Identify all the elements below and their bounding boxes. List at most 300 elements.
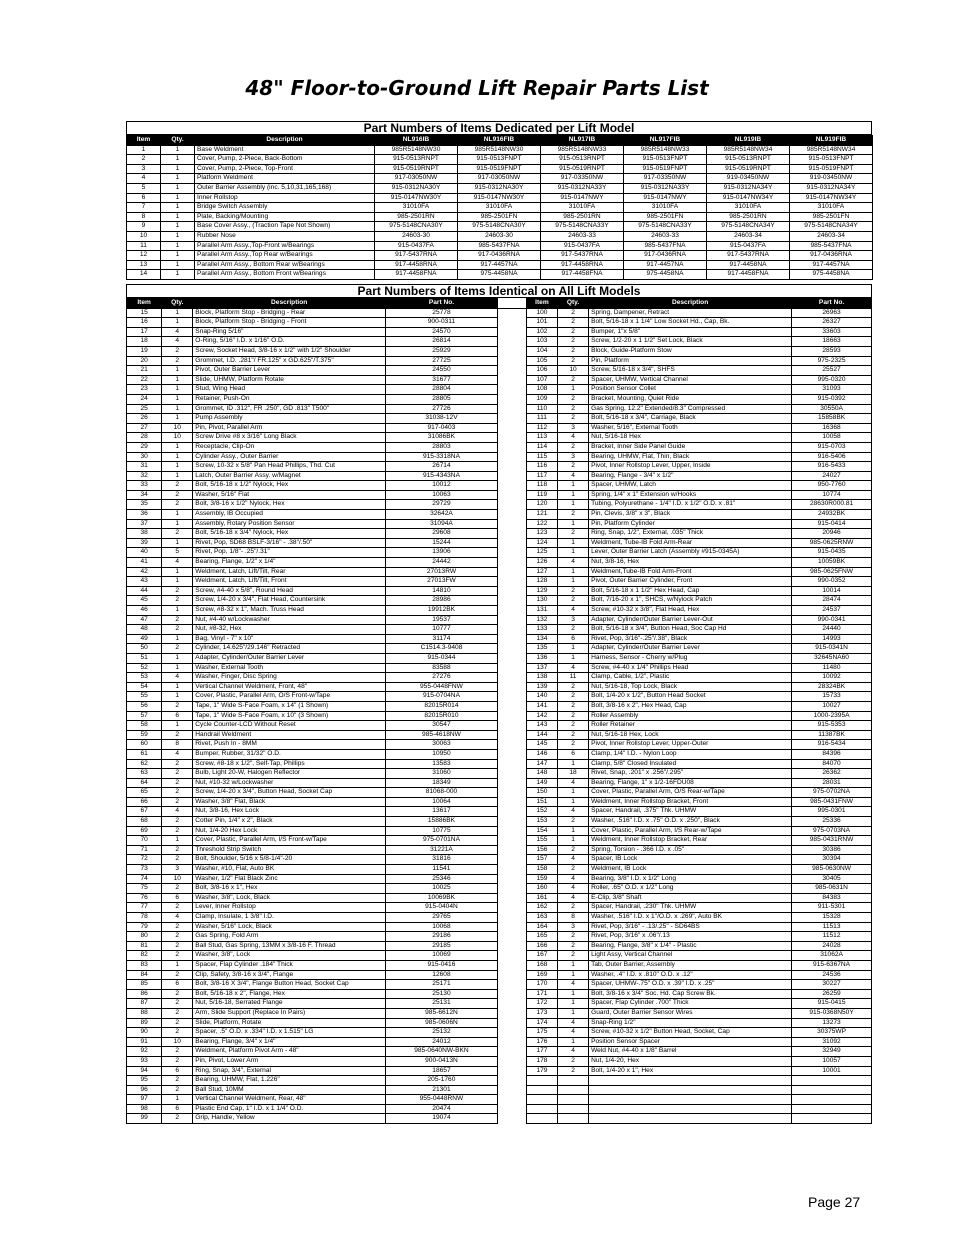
- table-row: [127, 692, 872, 702]
- table-cell: 14: [127, 270, 161, 280]
- table-cell: 8: [162, 740, 193, 750]
- empty-cell: [792, 1104, 872, 1114]
- table-row: [127, 749, 872, 759]
- table-cell: 1: [557, 519, 588, 529]
- empty-cell: [557, 1104, 588, 1114]
- table-cell: 143: [526, 721, 557, 731]
- table-cell: 26: [127, 414, 162, 424]
- column-header: NL919FIB: [790, 136, 873, 146]
- table-cell: 915-0147NW30Y: [375, 193, 458, 203]
- table-cell: 975-4458NA: [624, 270, 707, 280]
- table-cell: 2: [162, 922, 193, 932]
- table-cell: 915-0312NA30Y: [458, 183, 541, 193]
- table-cell: 167: [526, 951, 557, 961]
- table-cell: 915-0147NW34Y: [707, 193, 790, 203]
- column-gap: [497, 490, 526, 500]
- column-gap: [497, 980, 526, 990]
- table-cell: 1: [557, 500, 588, 510]
- table-cell: Washer, 5/16", External Tooth: [589, 423, 792, 433]
- table-cell: 6: [162, 1066, 193, 1076]
- table-cell: 915-0437FA: [707, 241, 790, 251]
- table-cell: 172: [526, 999, 557, 1009]
- table-row: [127, 193, 873, 203]
- table-cell: 101: [526, 318, 557, 328]
- table-cell: 140: [526, 692, 557, 702]
- table-cell: 1: [557, 759, 588, 769]
- table-row: [127, 615, 872, 625]
- table-cell: Gas Spring, 12.2" Extended/8.3" Compressed: [589, 404, 792, 414]
- table-cell: 2: [162, 481, 193, 491]
- table-row: [127, 327, 872, 337]
- column-gap: [497, 500, 526, 510]
- table-row: [127, 1104, 872, 1114]
- column-gap: [497, 404, 526, 414]
- table-cell: Roller Retainer: [589, 721, 792, 731]
- table-cell: 915-4343NA: [386, 471, 498, 481]
- table-cell: Pin, Clevis, 3/8" x 3", Black: [589, 510, 792, 520]
- table-cell: Receptacle, Clip-On: [193, 442, 386, 452]
- table-cell: Washer, .516" I.D. x .75" O.D. x .250", Black: [589, 817, 792, 827]
- column-gap: [497, 394, 526, 404]
- table-row: [127, 1028, 872, 1038]
- table-cell: 2: [162, 1114, 193, 1124]
- table-cell: 169: [526, 970, 557, 980]
- table-cell: 915-0312NA34Y: [707, 183, 790, 193]
- table-row: [127, 500, 872, 510]
- table-cell: 24603-30: [375, 231, 458, 241]
- table-cell: 985-5437FNA: [790, 241, 873, 251]
- table-cell: 44: [127, 586, 162, 596]
- table-cell: 917-03050NW: [458, 174, 541, 184]
- table-cell: Bearing, Flange - 3/4" x 1/2": [589, 471, 792, 481]
- table-cell: 159: [526, 874, 557, 884]
- table-cell: 129: [526, 586, 557, 596]
- table-cell: 10058: [792, 433, 872, 443]
- column-gap: [497, 711, 526, 721]
- table-cell: Bolt, 1/4-20 x 1/2", Button Head Socket: [589, 692, 792, 702]
- table-cell: 985-2501RN: [375, 212, 458, 222]
- table-row: [127, 203, 873, 213]
- table-cell: 28593: [792, 346, 872, 356]
- table-cell: Bracket, Mounting, Quiet Ride: [589, 394, 792, 404]
- table-cell: 60: [127, 740, 162, 750]
- table-cell: Tab, Outer Barrier, Assembly: [589, 960, 792, 970]
- table-cell: 28: [127, 433, 162, 443]
- empty-cell: [589, 1104, 792, 1114]
- table-cell: Bulb, Light 20-W, Halogen Reflector: [193, 769, 386, 779]
- table-cell: 30547: [386, 721, 498, 731]
- table-cell: 2: [557, 442, 588, 452]
- table-cell: 995-0320: [792, 375, 872, 385]
- table-cell: 84396: [792, 749, 872, 759]
- table-cell: 4: [162, 673, 193, 683]
- identical-section-title: Part Numbers of Items Identical on All Lift Models: [357, 284, 641, 298]
- empty-cell: [589, 1085, 792, 1095]
- table-cell: Nut, 3/8-16, Hex Lock: [193, 807, 386, 817]
- table-cell: 915-3318NA: [386, 452, 498, 462]
- table-cell: 2: [557, 404, 588, 414]
- table-cell: 13583: [386, 759, 498, 769]
- table-cell: 985R5148NW33: [541, 145, 624, 155]
- table-cell: 10064: [386, 797, 498, 807]
- column-gap: [497, 788, 526, 798]
- column-gap: [497, 462, 526, 472]
- table-cell: Spacer, UHMW, Vertical Channel: [589, 375, 792, 385]
- table-cell: 985-2501FN: [458, 212, 541, 222]
- table-cell: 24603-30: [458, 231, 541, 241]
- table-cell: 955-0448RNW: [386, 1095, 498, 1105]
- table-cell: 126: [526, 558, 557, 568]
- table-cell: 171: [526, 989, 557, 999]
- table-cell: 56: [127, 701, 162, 711]
- table-cell: 24603-33: [541, 231, 624, 241]
- table-cell: 24550: [386, 366, 498, 376]
- table-cell: 1: [557, 826, 588, 836]
- table-cell: 4: [557, 980, 588, 990]
- table-cell: 2: [162, 1018, 193, 1028]
- table-cell: Bolt, 5/16-18 x 2", Flange, Hex: [193, 989, 386, 999]
- column-gap: [497, 375, 526, 385]
- table-cell: 110: [526, 404, 557, 414]
- table-cell: Clamp, Insulate, 1 3/8" I.D.: [193, 913, 386, 923]
- table-cell: Parallel Arm Assy.,Top-Front w/Bearings: [195, 241, 375, 251]
- table-cell: 2: [557, 625, 588, 635]
- table-row: [127, 874, 872, 884]
- table-cell: 915-0519FNPT: [624, 164, 707, 174]
- table-cell: 71: [127, 845, 162, 855]
- table-cell: 24603-34: [707, 231, 790, 241]
- table-cell: Bolt, 3/8-16 x 1", Hex: [193, 884, 386, 894]
- table-row: [127, 375, 872, 385]
- table-cell: 18657: [386, 1066, 498, 1076]
- table-cell: 4: [162, 807, 193, 817]
- table-cell: 2: [162, 596, 193, 606]
- table-cell: 21: [127, 366, 162, 376]
- table-cell: 2: [162, 529, 193, 539]
- table-row: [127, 778, 872, 788]
- table-row: [127, 1114, 872, 1124]
- table-cell: Weld Nut, #4-40 x 1/8" Barrel: [589, 1047, 792, 1057]
- table-cell: Adapter, Cylinder/Outer Barrier Lever: [589, 644, 792, 654]
- table-cell: 11513: [792, 922, 872, 932]
- table-cell: 917-4457NA: [458, 260, 541, 270]
- table-cell: 975-5148CNA30Y: [458, 222, 541, 232]
- table-cell: 48: [127, 625, 162, 635]
- table-cell: 915-0368N50Y: [792, 1008, 872, 1018]
- table-cell: 154: [526, 826, 557, 836]
- table-cell: 915-0414: [792, 519, 872, 529]
- column-gap: [497, 1076, 526, 1086]
- table-cell: 168: [526, 960, 557, 970]
- table-cell: 917-0436RNA: [790, 251, 873, 261]
- table-cell: 25929: [386, 346, 498, 356]
- table-cell: Bolt, 3/8-16 x 1/2" Nylock, Hex: [193, 500, 386, 510]
- table-row: [127, 836, 872, 846]
- table-cell: Bolt, 1/4-20 x 1", Hex: [589, 1066, 792, 1076]
- table-cell: Pin, Pivot, Parallel Arm: [193, 423, 386, 433]
- table-cell: 11: [557, 673, 588, 683]
- table-cell: 2: [162, 797, 193, 807]
- table-cell: Washer, 3/8", Lock, Black: [193, 893, 386, 903]
- table-cell: 26814: [386, 337, 498, 347]
- table-cell: 153: [526, 817, 557, 827]
- table-cell: 157: [526, 855, 557, 865]
- table-row: [127, 385, 872, 395]
- column-gap: [497, 452, 526, 462]
- column-gap: [497, 913, 526, 923]
- table-cell: 8: [557, 913, 588, 923]
- table-cell: Cover, Plastic, Parallel Arm, I/S Front-w/Tape: [193, 836, 386, 846]
- table-cell: 4: [162, 913, 193, 923]
- table-row: [127, 308, 872, 318]
- table-cell: 24932BK: [792, 510, 872, 520]
- table-cell: 915-0147NW34Y: [790, 193, 873, 203]
- table-cell: 917-03350NW: [624, 174, 707, 184]
- table-cell: 10: [162, 874, 193, 884]
- table-cell: 141: [526, 701, 557, 711]
- column-gap: [497, 663, 526, 673]
- table-cell: 1: [161, 270, 195, 280]
- column-gap: [497, 1066, 526, 1076]
- table-row: [127, 740, 872, 750]
- table-row: [127, 174, 873, 184]
- table-cell: 2: [557, 308, 588, 318]
- table-cell: 1: [162, 606, 193, 616]
- table-cell: 42: [127, 567, 162, 577]
- table-cell: 4: [557, 471, 588, 481]
- table-cell: 1: [557, 538, 588, 548]
- table-cell: Bearing, UHMW, Flat, 1.226": [193, 1076, 386, 1086]
- table-cell: 20: [127, 356, 162, 366]
- table-cell: Bolt, 5/16-18 x 3/4" Nylock, Hex: [193, 529, 386, 539]
- table-cell: 94: [127, 1066, 162, 1076]
- table-cell: 1: [161, 155, 195, 165]
- table-cell: Washer, #10, Flat, Auto BK: [193, 865, 386, 875]
- table-cell: 31094A: [386, 519, 498, 529]
- table-cell: 1: [557, 481, 588, 491]
- table-cell: 31010FA: [624, 203, 707, 213]
- table-cell: 2: [162, 759, 193, 769]
- table-cell: E-Clip, 3/8" Shaft: [589, 893, 792, 903]
- table-cell: Ball Stud, 10MM: [193, 1085, 386, 1095]
- table-cell: 917-5437RNA: [541, 251, 624, 261]
- table-cell: 990-0352: [792, 577, 872, 587]
- table-cell: 2: [162, 932, 193, 942]
- table-cell: 1: [557, 1008, 588, 1018]
- table-cell: 50: [127, 644, 162, 654]
- table-cell: 164: [526, 922, 557, 932]
- column-gap: [497, 759, 526, 769]
- table-cell: 13273: [792, 1018, 872, 1028]
- table-cell: 2: [162, 346, 193, 356]
- table-cell: 1: [161, 164, 195, 174]
- table-row: [127, 596, 872, 606]
- column-gap: [497, 922, 526, 932]
- table-cell: 1: [162, 414, 193, 424]
- table-cell: 75: [127, 884, 162, 894]
- table-cell: 1: [557, 548, 588, 558]
- table-cell: 89: [127, 1018, 162, 1028]
- table-row: [127, 653, 872, 663]
- table-cell: 985-6612N: [386, 1008, 498, 1018]
- table-cell: 10014: [792, 586, 872, 596]
- table-cell: Grommet, ID .312", FR .250", GD .813" T500": [193, 404, 386, 414]
- table-cell: 2: [162, 817, 193, 827]
- table-row: [127, 606, 872, 616]
- table-cell: Vertical Channel Weldment, Front, 48": [193, 682, 386, 692]
- table-cell: 31060: [386, 769, 498, 779]
- table-cell: 177: [526, 1047, 557, 1057]
- table-cell: 127: [526, 567, 557, 577]
- table-cell: Lever, Outer Barrier Latch (Assembly #915-0345A): [589, 548, 792, 558]
- table-cell: 96: [127, 1085, 162, 1095]
- column-gap: [497, 1085, 526, 1095]
- table-cell: 31010FA: [707, 203, 790, 213]
- table-cell: 2: [162, 769, 193, 779]
- empty-cell: [792, 1114, 872, 1124]
- table-cell: 158: [526, 865, 557, 875]
- table-cell: 107: [526, 375, 557, 385]
- table-row: [127, 1047, 872, 1057]
- table-cell: Plastic End Cap, 1" I.D. x 1 1/4" O.D.: [193, 1104, 386, 1114]
- table-cell: 30405: [792, 874, 872, 884]
- table-cell: 915-0312NA33Y: [541, 183, 624, 193]
- table-cell: 917-4458RNA: [375, 260, 458, 270]
- table-cell: Nut, #4-40 w/Lockwasher: [193, 615, 386, 625]
- table-cell: Adapter, Cylinder/Outer Barrier Lever: [193, 653, 386, 663]
- table-cell: 4: [557, 807, 588, 817]
- table-cell: 4: [557, 558, 588, 568]
- table-cell: 163: [526, 913, 557, 923]
- table-cell: 28474: [792, 596, 872, 606]
- table-cell: 3: [127, 164, 161, 174]
- table-cell: 10950: [386, 749, 498, 759]
- table-cell: 108: [526, 385, 557, 395]
- table-cell: Platform Weldment: [195, 174, 375, 184]
- column-gap: [497, 730, 526, 740]
- table-cell: 124: [526, 538, 557, 548]
- table-cell: 11480: [792, 663, 872, 673]
- table-cell: 2: [162, 615, 193, 625]
- table-cell: 917-0436RNA: [624, 251, 707, 261]
- table-cell: 915-0435: [792, 548, 872, 558]
- table-cell: 915-0312NA33Y: [624, 183, 707, 193]
- column-gap: [497, 989, 526, 999]
- table-cell: 6: [162, 711, 193, 721]
- table-cell: 2: [557, 1066, 588, 1076]
- table-cell: 24603-34: [790, 231, 873, 241]
- column-gap: [497, 538, 526, 548]
- table-cell: 39: [127, 538, 162, 548]
- table-cell: 3: [557, 452, 588, 462]
- table-cell: 26259: [792, 989, 872, 999]
- table-cell: 111: [526, 414, 557, 424]
- table-cell: 1: [162, 394, 193, 404]
- table-cell: Screw, #8-32 x 1", Mach. Truss Head: [193, 606, 386, 616]
- table-cell: Rivet, Pop, 3/16" - .13/.25" - SD64BS: [589, 922, 792, 932]
- table-row: [127, 1037, 872, 1047]
- column-gap: [497, 567, 526, 577]
- table-cell: Bolt, 5/16-18 x 3/4", Button Head, Soc Cap Hd: [589, 625, 792, 635]
- table-cell: Screw, #10-32 x 3/8", Flat Head, Hex: [589, 606, 792, 616]
- table-cell: Bolt, 5/16-18 x 3/4", Carriage, Black: [589, 414, 792, 424]
- table-cell: 18663: [792, 337, 872, 347]
- table-cell: Latch, Outer Barrier Assy. w/Magnet: [193, 471, 386, 481]
- table-cell: 10777: [386, 625, 498, 635]
- table-cell: 136: [526, 653, 557, 663]
- table-cell: 1: [162, 538, 193, 548]
- table-cell: 985-0625FNW: [792, 567, 872, 577]
- table-cell: 1: [162, 682, 193, 692]
- table-cell: 2: [162, 788, 193, 798]
- table-cell: 24603-33: [624, 231, 707, 241]
- table-cell: 2: [162, 625, 193, 635]
- table-cell: 985R5148NW30: [458, 145, 541, 155]
- column-gap: [497, 510, 526, 520]
- column-gap: [497, 327, 526, 337]
- table-cell: 2: [557, 1056, 588, 1066]
- table-cell: 2: [162, 855, 193, 865]
- table-cell: 1: [557, 836, 588, 846]
- table-cell: 109: [526, 394, 557, 404]
- table-cell: 4: [557, 893, 588, 903]
- table-row: [127, 414, 872, 424]
- table-cell: 146: [526, 749, 557, 759]
- column-gap: [497, 519, 526, 529]
- table-cell: 64: [127, 778, 162, 788]
- table-cell: Pin, Platform: [589, 356, 792, 366]
- table-cell: 120: [526, 500, 557, 510]
- table-cell: 955-0448FNW: [386, 682, 498, 692]
- table-cell: 18: [557, 769, 588, 779]
- column-gap: [497, 356, 526, 366]
- column-header: Item: [127, 136, 161, 146]
- table-row: [127, 1066, 872, 1076]
- table-row: [127, 145, 873, 155]
- table-cell: 99: [127, 1114, 162, 1124]
- column-gap: [497, 682, 526, 692]
- table-cell: Rivet, Pop, 1/8"- .25"/.31": [193, 548, 386, 558]
- table-cell: 29729: [386, 500, 498, 510]
- table-cell: Rivet, Pop, SD68 BSLF-3/16" - .38"/.50": [193, 538, 386, 548]
- table-cell: 10068: [386, 922, 498, 932]
- column-gap: [497, 318, 526, 328]
- column-gap: [497, 721, 526, 731]
- table-cell: Weldment, Latch, Lift/Tilt, Rear: [193, 567, 386, 577]
- table-row: [127, 471, 872, 481]
- table-cell: 1: [161, 212, 195, 222]
- column-gap: [497, 692, 526, 702]
- table-cell: 975-5148CNA34Y: [790, 222, 873, 232]
- table-cell: 990-0341: [792, 615, 872, 625]
- empty-cell: [526, 1085, 557, 1095]
- table-cell: 975-5148CNA33Y: [624, 222, 707, 232]
- table-cell: 87: [127, 999, 162, 1009]
- table-row: [127, 644, 872, 654]
- table-cell: 28805: [386, 394, 498, 404]
- column-gap: [497, 653, 526, 663]
- table-cell: 2: [557, 337, 588, 347]
- table-cell: 1: [162, 1095, 193, 1105]
- table-cell: 77: [127, 903, 162, 913]
- table-cell: 1: [162, 385, 193, 395]
- table-cell: Screw, #10-32 x 1/2" Button Head, Socket, Cap: [589, 1028, 792, 1038]
- table-cell: 985R5148NW34: [790, 145, 873, 155]
- table-row: [127, 625, 872, 635]
- table-cell: 1: [557, 999, 588, 1009]
- table-cell: 18349: [386, 778, 498, 788]
- table-cell: 74: [127, 874, 162, 884]
